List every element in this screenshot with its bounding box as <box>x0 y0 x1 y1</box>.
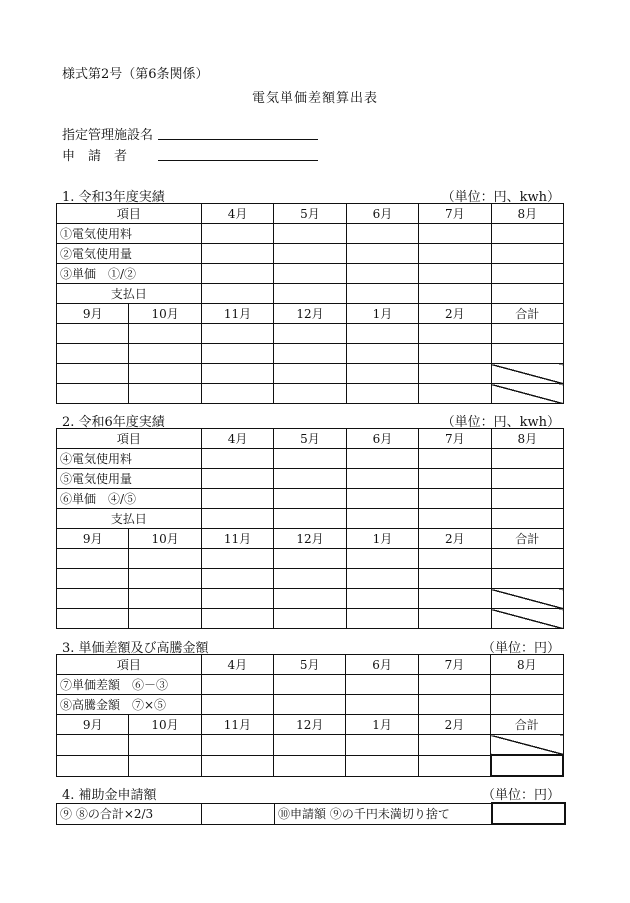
month-header: 8月 <box>491 655 563 675</box>
input-cell[interactable] <box>201 469 273 489</box>
month-header: 7月 <box>419 204 491 224</box>
input-cell[interactable] <box>346 549 418 569</box>
input-cell[interactable] <box>346 735 418 756</box>
diagonal-cell <box>491 735 563 756</box>
input-cell[interactable] <box>201 569 273 589</box>
input-cell[interactable] <box>201 284 273 304</box>
input-cell[interactable] <box>274 675 346 695</box>
input-cell[interactable] <box>491 675 563 695</box>
table-row <box>57 384 564 404</box>
input-cell[interactable] <box>419 244 491 264</box>
month-header: 12月 <box>274 529 346 549</box>
input-cell[interactable] <box>274 489 346 509</box>
input-cell[interactable] <box>346 449 418 469</box>
table-row <box>57 224 564 244</box>
input-cell[interactable] <box>274 264 346 284</box>
application-amount-cell[interactable] <box>492 803 565 824</box>
input-cell[interactable] <box>346 384 418 404</box>
month-header: 8月 <box>491 429 563 449</box>
month-header: 4月 <box>201 429 273 449</box>
input-cell[interactable] <box>491 695 563 715</box>
input-cell[interactable] <box>346 244 418 264</box>
input-cell[interactable] <box>57 384 129 404</box>
input-cell[interactable] <box>201 489 273 509</box>
input-cell[interactable] <box>274 244 346 264</box>
table-header-row <box>57 429 564 449</box>
input-cell[interactable] <box>274 469 346 489</box>
month-header: 12月 <box>274 715 346 735</box>
month-header: 6月 <box>346 429 418 449</box>
input-cell[interactable] <box>274 755 346 776</box>
section1-unit: （単位：円、kwh） <box>441 190 560 205</box>
input-cell[interactable] <box>129 569 201 589</box>
payday-label: 支払日 <box>57 509 202 529</box>
table-row <box>57 755 564 776</box>
month-header: 5月 <box>274 429 346 449</box>
table-row <box>57 675 564 695</box>
input-cell[interactable] <box>57 589 129 609</box>
input-cell[interactable] <box>419 449 491 469</box>
month-header: 9月 <box>57 529 129 549</box>
input-cell[interactable] <box>57 735 129 756</box>
month-header: 1月 <box>346 529 418 549</box>
month-header: 11月 <box>201 304 273 324</box>
input-cell[interactable] <box>419 509 491 529</box>
input-cell[interactable] <box>201 589 273 609</box>
document-title: 電気単価差額算出表 <box>251 91 378 106</box>
month-header: 2月 <box>419 304 491 324</box>
applicant-label: 申 請 者 <box>62 149 128 164</box>
input-cell[interactable] <box>201 755 273 776</box>
table-row <box>57 803 565 824</box>
item-header: 項目 <box>57 429 202 449</box>
section4-unit: （単位：円） <box>481 788 560 803</box>
table-header-row <box>57 715 564 735</box>
table-row <box>57 469 564 489</box>
month-header: 8月 <box>491 204 563 224</box>
month-header: 5月 <box>274 204 346 224</box>
row-label: ⑧高騰金額 ⑦×⑤ <box>57 695 202 715</box>
diagonal-cell <box>491 589 563 609</box>
month-header: 1月 <box>346 715 418 735</box>
table-row <box>57 609 564 629</box>
input-cell[interactable] <box>491 244 563 264</box>
input-cell[interactable] <box>274 324 346 344</box>
input-cell[interactable] <box>57 364 129 384</box>
input-cell[interactable] <box>491 264 563 284</box>
input-cell[interactable] <box>201 244 273 264</box>
row-label: ⑥単価 ④/⑤ <box>57 489 202 509</box>
table-row <box>57 264 564 284</box>
facility-name-row <box>62 124 322 142</box>
month-header: 5月 <box>274 655 346 675</box>
input-cell[interactable] <box>274 609 346 629</box>
section2-heading: 2. 令和6年度実績 <box>62 415 165 430</box>
input-cell[interactable] <box>419 324 491 344</box>
row-label: ⑦単価差額 ⑥－③ <box>57 675 202 695</box>
table-row <box>57 244 564 264</box>
increase-total-cell[interactable] <box>491 755 563 776</box>
input-cell[interactable] <box>129 549 201 569</box>
table-row <box>57 344 564 364</box>
section3-heading: 3. 単価差額及び高騰金額 <box>62 641 209 656</box>
input-cell[interactable] <box>201 509 273 529</box>
month-header: 11月 <box>201 715 273 735</box>
item9-label: ⑨ ⑧の合計×2/3 <box>57 803 202 824</box>
input-cell[interactable] <box>201 364 273 384</box>
input-cell[interactable] <box>419 264 491 284</box>
input-cell[interactable] <box>419 344 491 364</box>
month-header: 2月 <box>419 529 491 549</box>
facility-name-field[interactable] <box>158 139 318 140</box>
input-cell[interactable] <box>201 675 273 695</box>
input-cell[interactable] <box>419 569 491 589</box>
input-cell[interactable] <box>346 675 418 695</box>
input-cell[interactable] <box>274 384 346 404</box>
month-header: 11月 <box>201 529 273 549</box>
input-cell[interactable] <box>346 569 418 589</box>
month-header: 7月 <box>418 655 490 675</box>
input-cell[interactable] <box>346 224 418 244</box>
input-cell[interactable] <box>129 735 201 756</box>
row-label: ③単価 ①/② <box>57 264 202 284</box>
table-row <box>57 589 564 609</box>
facility-name-label: 指定管理施設名 <box>62 128 154 143</box>
input-cell[interactable] <box>201 384 273 404</box>
section2-unit: （単位：円、kwh） <box>441 415 560 430</box>
input-cell[interactable] <box>346 344 418 364</box>
input-cell[interactable] <box>346 469 418 489</box>
input-cell[interactable] <box>129 364 201 384</box>
input-cell[interactable] <box>274 509 346 529</box>
input-cell[interactable] <box>419 469 491 489</box>
input-cell[interactable] <box>201 735 273 756</box>
section3-table <box>56 654 564 777</box>
total-header: 合計 <box>491 529 563 549</box>
table-header-row <box>57 304 564 324</box>
input-cell[interactable] <box>129 589 201 609</box>
section2-table <box>56 428 564 629</box>
input-cell[interactable] <box>129 609 201 629</box>
item-header: 項目 <box>57 204 202 224</box>
month-header: 10月 <box>129 715 201 735</box>
input-cell[interactable] <box>419 284 491 304</box>
input-cell[interactable] <box>57 344 129 364</box>
month-header: 9月 <box>57 715 129 735</box>
month-header: 6月 <box>346 655 418 675</box>
input-cell[interactable] <box>491 449 563 469</box>
input-cell[interactable] <box>57 569 129 589</box>
input-cell[interactable] <box>201 324 273 344</box>
input-cell[interactable] <box>419 589 491 609</box>
input-cell[interactable] <box>346 509 418 529</box>
input-cell[interactable] <box>418 755 490 776</box>
month-header: 10月 <box>129 529 201 549</box>
input-cell[interactable] <box>419 384 491 404</box>
input-cell[interactable] <box>419 489 491 509</box>
input-cell[interactable] <box>274 449 346 469</box>
applicant-field[interactable] <box>158 160 318 161</box>
total-cell[interactable] <box>491 549 563 569</box>
input-cell[interactable] <box>274 364 346 384</box>
input-cell[interactable] <box>346 755 418 776</box>
input-cell[interactable] <box>57 609 129 629</box>
total-cell[interactable] <box>491 569 563 589</box>
item9-value-cell[interactable] <box>202 803 275 824</box>
input-cell[interactable] <box>201 344 273 364</box>
input-cell[interactable] <box>274 735 346 756</box>
input-cell[interactable] <box>346 324 418 344</box>
input-cell[interactable] <box>274 569 346 589</box>
input-cell[interactable] <box>419 364 491 384</box>
month-header: 4月 <box>201 204 273 224</box>
total-header: 合計 <box>491 715 563 735</box>
row-label: ②電気使用量 <box>57 244 202 264</box>
month-header: 1月 <box>346 304 418 324</box>
section4-heading: 4. 補助金申請額 <box>62 788 157 803</box>
month-header: 9月 <box>57 304 129 324</box>
table-row <box>57 735 564 756</box>
input-cell[interactable] <box>201 264 273 284</box>
section4-table <box>56 802 566 825</box>
month-header: 6月 <box>346 204 418 224</box>
input-cell[interactable] <box>129 755 201 776</box>
input-cell[interactable] <box>346 589 418 609</box>
total-cell[interactable] <box>491 344 563 364</box>
input-cell[interactable] <box>418 675 490 695</box>
input-cell[interactable] <box>201 549 273 569</box>
input-cell[interactable] <box>201 695 273 715</box>
row-label: ①電気使用料 <box>57 224 202 244</box>
month-header: 2月 <box>418 715 490 735</box>
applicant-row <box>62 145 322 163</box>
input-cell[interactable] <box>346 489 418 509</box>
table-row <box>57 569 564 589</box>
input-cell[interactable] <box>274 589 346 609</box>
input-cell[interactable] <box>346 609 418 629</box>
input-cell[interactable] <box>129 344 201 364</box>
table-row <box>57 549 564 569</box>
table-row <box>57 695 564 715</box>
input-cell[interactable] <box>491 469 563 489</box>
input-cell[interactable] <box>57 755 129 776</box>
item10-label: ⑩申請額 ⑨の千円未満切り捨て <box>275 803 492 824</box>
input-cell[interactable] <box>491 489 563 509</box>
input-cell[interactable] <box>418 735 490 756</box>
month-header: 12月 <box>274 304 346 324</box>
table-row <box>57 284 564 304</box>
input-cell[interactable] <box>418 695 490 715</box>
table-header-row <box>57 204 564 224</box>
table-row <box>57 324 564 344</box>
table-row <box>57 509 564 529</box>
diagonal-cell <box>491 384 563 404</box>
input-cell[interactable] <box>491 224 563 244</box>
input-cell[interactable] <box>57 324 129 344</box>
input-cell[interactable] <box>201 449 273 469</box>
month-header: 4月 <box>201 655 273 675</box>
input-cell[interactable] <box>274 284 346 304</box>
total-cell[interactable] <box>491 324 563 344</box>
section1-heading: 1. 令和3年度実績 <box>62 190 165 205</box>
input-cell[interactable] <box>346 364 418 384</box>
table-row <box>57 449 564 469</box>
input-cell[interactable] <box>346 264 418 284</box>
section1-table <box>56 203 564 404</box>
total-header: 合計 <box>491 304 563 324</box>
diagonal-cell <box>491 364 563 384</box>
table-row <box>57 489 564 509</box>
input-cell[interactable] <box>201 224 273 244</box>
diagonal-cell <box>491 609 563 629</box>
input-cell[interactable] <box>274 695 346 715</box>
input-cell[interactable] <box>491 284 563 304</box>
input-cell[interactable] <box>419 549 491 569</box>
payday-label: 支払日 <box>57 284 202 304</box>
input-cell[interactable] <box>129 384 201 404</box>
section3-unit: （単位：円） <box>481 641 560 656</box>
input-cell[interactable] <box>419 609 491 629</box>
input-cell[interactable] <box>346 284 418 304</box>
input-cell[interactable] <box>274 344 346 364</box>
month-header: 7月 <box>419 429 491 449</box>
row-label: ⑤電気使用量 <box>57 469 202 489</box>
table-row <box>57 364 564 384</box>
input-cell[interactable] <box>419 224 491 244</box>
row-label: ④電気使用料 <box>57 449 202 469</box>
input-cell[interactable] <box>129 324 201 344</box>
month-header: 10月 <box>129 304 201 324</box>
input-cell[interactable] <box>201 609 273 629</box>
input-cell[interactable] <box>346 695 418 715</box>
input-cell[interactable] <box>57 549 129 569</box>
input-cell[interactable] <box>491 509 563 529</box>
input-cell[interactable] <box>274 549 346 569</box>
table-header-row <box>57 655 564 675</box>
form-number-label: 様式第2号（第6条関係） <box>62 67 209 82</box>
table-header-row <box>57 529 564 549</box>
item-header: 項目 <box>57 655 202 675</box>
input-cell[interactable] <box>274 224 346 244</box>
